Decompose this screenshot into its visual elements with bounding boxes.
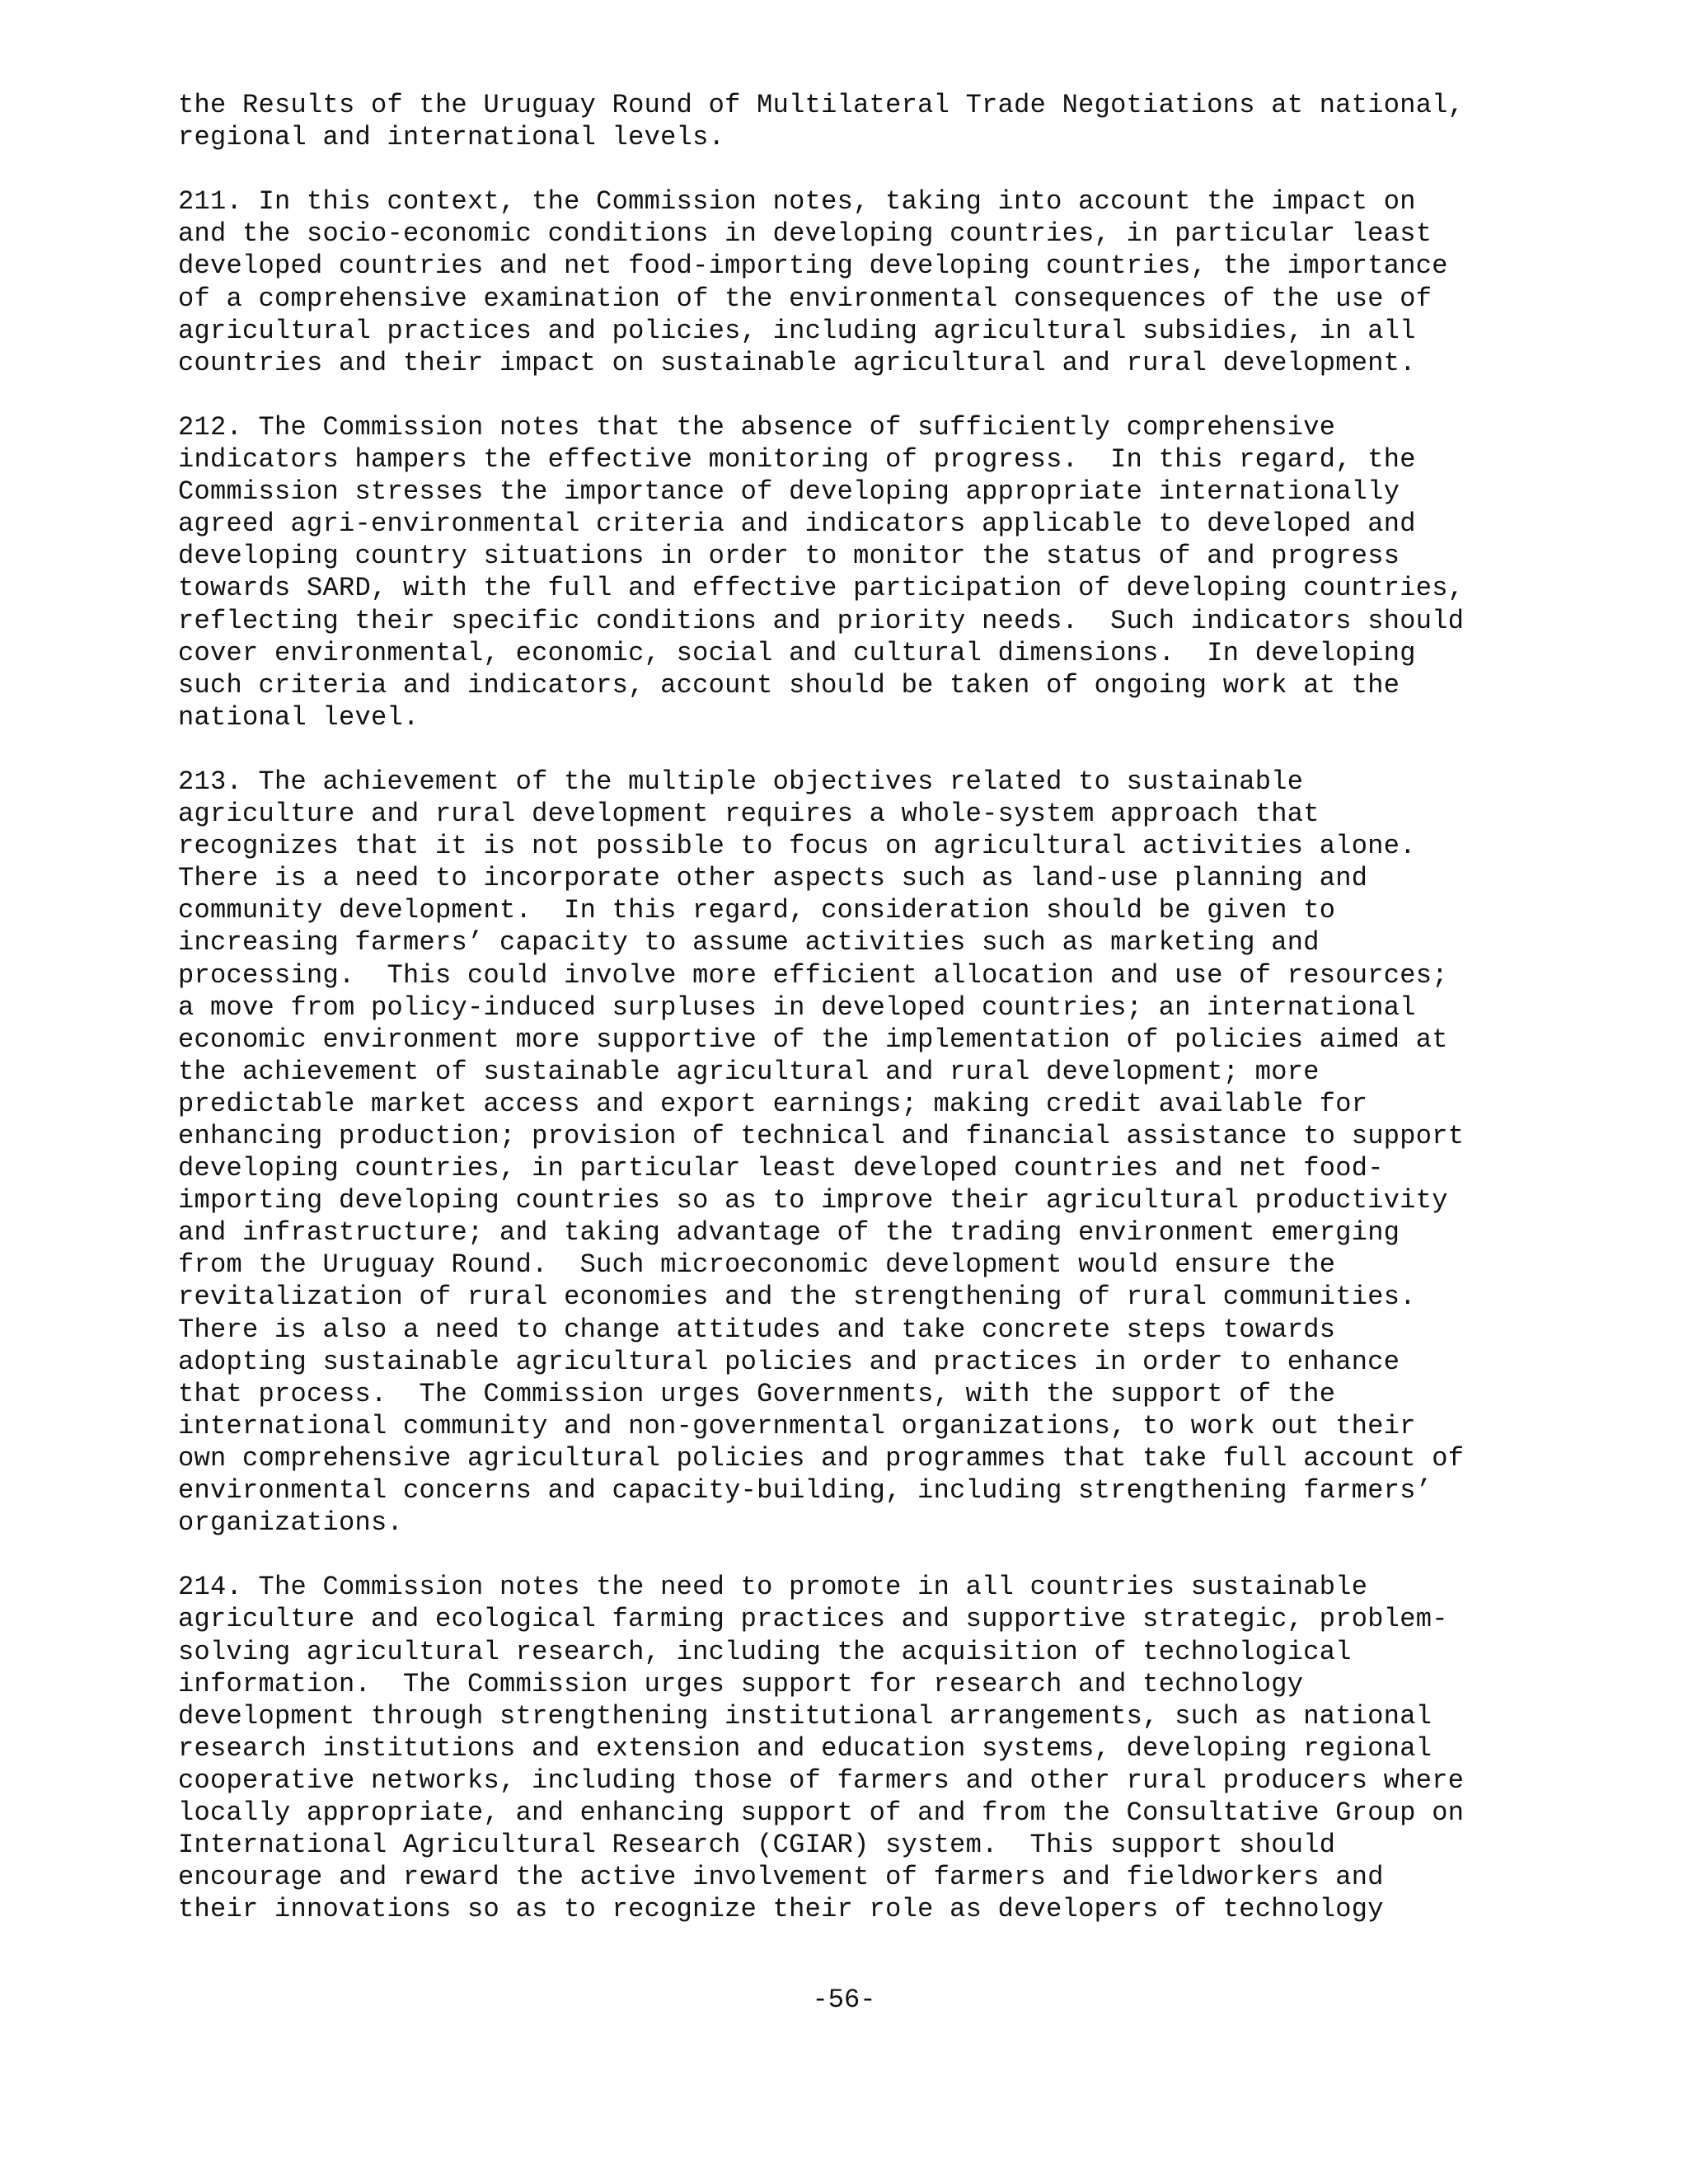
paragraph (178, 766, 1530, 1539)
paragraph (178, 89, 1530, 153)
text-line: information. The Commission urges support for research and technology (178, 1668, 1304, 1699)
text-line: environmental concerns and capacity-building, including strengthening farmers’ (178, 1475, 1432, 1507)
text-line: revitalization of rural economies and the strengthening of rural communities. (178, 1282, 1416, 1313)
text-line: Commission stresses the importance of developing appropriate internationally (178, 476, 1400, 508)
text-line: economic environment more supportive of the implementation of policies aimed at (178, 1024, 1448, 1055)
text-line: that process. The Commission urges Governments, with the support of the (178, 1378, 1336, 1409)
text-line: towards SARD, with the full and effective participation of developing countries, (178, 573, 1465, 604)
text-line: There is a need to incorporate other aspects such as land-use planning and (178, 863, 1368, 894)
text-line: and infrastructure; and taking advantage of the trading environment emerging (178, 1217, 1400, 1249)
text-line: of a comprehensive examination of the environmental consequences of the use of (178, 283, 1432, 314)
text-line: community development. In this regard, consideration should be given to (178, 895, 1336, 926)
text-line: cover environmental, economic, social and cultural dimensions. In developing (178, 637, 1416, 668)
paragraph (178, 1571, 1530, 1925)
text-line: 213. The achievement of the multiple objectives related to sustainable (178, 766, 1304, 797)
text-line: such criteria and indicators, account should be taken of ongoing work at the (178, 669, 1400, 701)
text-line: locally appropriate, and enhancing support of and from the Consultative Group on (178, 1797, 1465, 1828)
text-line: processing. This could involve more efficient allocation and use of resources; (178, 959, 1448, 991)
text-line: regional and international levels. (178, 122, 725, 153)
text-line: international community and non-governmental organizations, to work out their (178, 1410, 1416, 1441)
text-line: a move from policy-induced surpluses in developed countries; an international (178, 991, 1416, 1023)
text-line: from the Uruguay Round. Such microeconomic development would ensure the (178, 1249, 1336, 1281)
text-line: 212. The Commission notes that the absence of sufficiently comprehensive (178, 411, 1336, 443)
text-line: encourage and reward the active involvement of farmers and fieldworkers and (178, 1862, 1384, 1893)
text-line: predictable market access and export earnings; making credit available for (178, 1088, 1368, 1119)
text-line: national level. (178, 701, 420, 733)
text-line: agriculture and rural development requires a whole-system approach that (178, 799, 1320, 830)
text-line: 214. The Commission notes the need to promote in all countries sustainable (178, 1572, 1368, 1603)
page-number: -56- (812, 1985, 876, 2015)
text-line: the achievement of sustainable agricultural and rural development; more (178, 1056, 1320, 1087)
text-line: own comprehensive agricultural policies and programmes that take full account of (178, 1442, 1465, 1474)
text-line: recognizes that it is not possible to focus on agricultural activities alone. (178, 831, 1416, 862)
text-line: International Agricultural Research (CGIAR) system. This support should (178, 1830, 1336, 1861)
text-line: the Results of the Uruguay Round of Multilateral Trade Negotiations at national, (178, 90, 1465, 120)
text-line: and the socio-economic conditions in developing countries, in particular least (178, 218, 1432, 250)
text-line: indicators hampers the effective monitoring of progress. In this regard, the (178, 444, 1416, 476)
text-line: agriculture and ecological farming practices and supportive strategic, problem- (178, 1604, 1448, 1635)
text-line: developing countries, in particular least developed countries and net food- (178, 1153, 1384, 1184)
text-line: research institutions and extension and education systems, developing regional (178, 1732, 1432, 1764)
document-body (178, 89, 1530, 1957)
text-line: organizations. (178, 1507, 404, 1539)
text-line: importing developing countries so as to improve their agricultural productivity (178, 1185, 1448, 1216)
text-line: countries and their impact on sustainable agricultural and rural development. (178, 347, 1416, 378)
text-line: reflecting their specific conditions and priority needs. Such indicators should (178, 605, 1465, 636)
text-line: developing country situations in order to monitor the status of and progress (178, 541, 1400, 572)
paragraph (178, 411, 1530, 733)
text-line: developed countries and net food-importing developing countries, the importance (178, 251, 1448, 282)
text-line: solving agricultural research, including the acquisition of technological (178, 1636, 1352, 1667)
text-line: agreed agri-environmental criteria and indicators applicable to developed and (178, 509, 1416, 540)
text-line: There is also a need to change attitudes and take concrete steps towards (178, 1314, 1336, 1345)
text-line: adopting sustainable agricultural policies and practices in order to enhance (178, 1346, 1400, 1377)
text-line: 211. In this context, the Commission notes, taking into account the impact on (178, 186, 1416, 218)
text-line: agricultural practices and policies, including agricultural subsidies, in all (178, 315, 1416, 346)
paragraph (178, 185, 1530, 379)
text-line: cooperative networks, including those of farmers and other rural producers where (178, 1765, 1465, 1796)
text-line: enhancing production; provision of technical and financial assistance to support (178, 1121, 1465, 1151)
text-line: increasing farmers’ capacity to assume activities such as marketing and (178, 927, 1320, 958)
text-line: development through strengthening institutional arrangements, such as national (178, 1700, 1432, 1732)
text-line: their innovations so as to recognize their role as developers of technology (178, 1894, 1384, 1925)
